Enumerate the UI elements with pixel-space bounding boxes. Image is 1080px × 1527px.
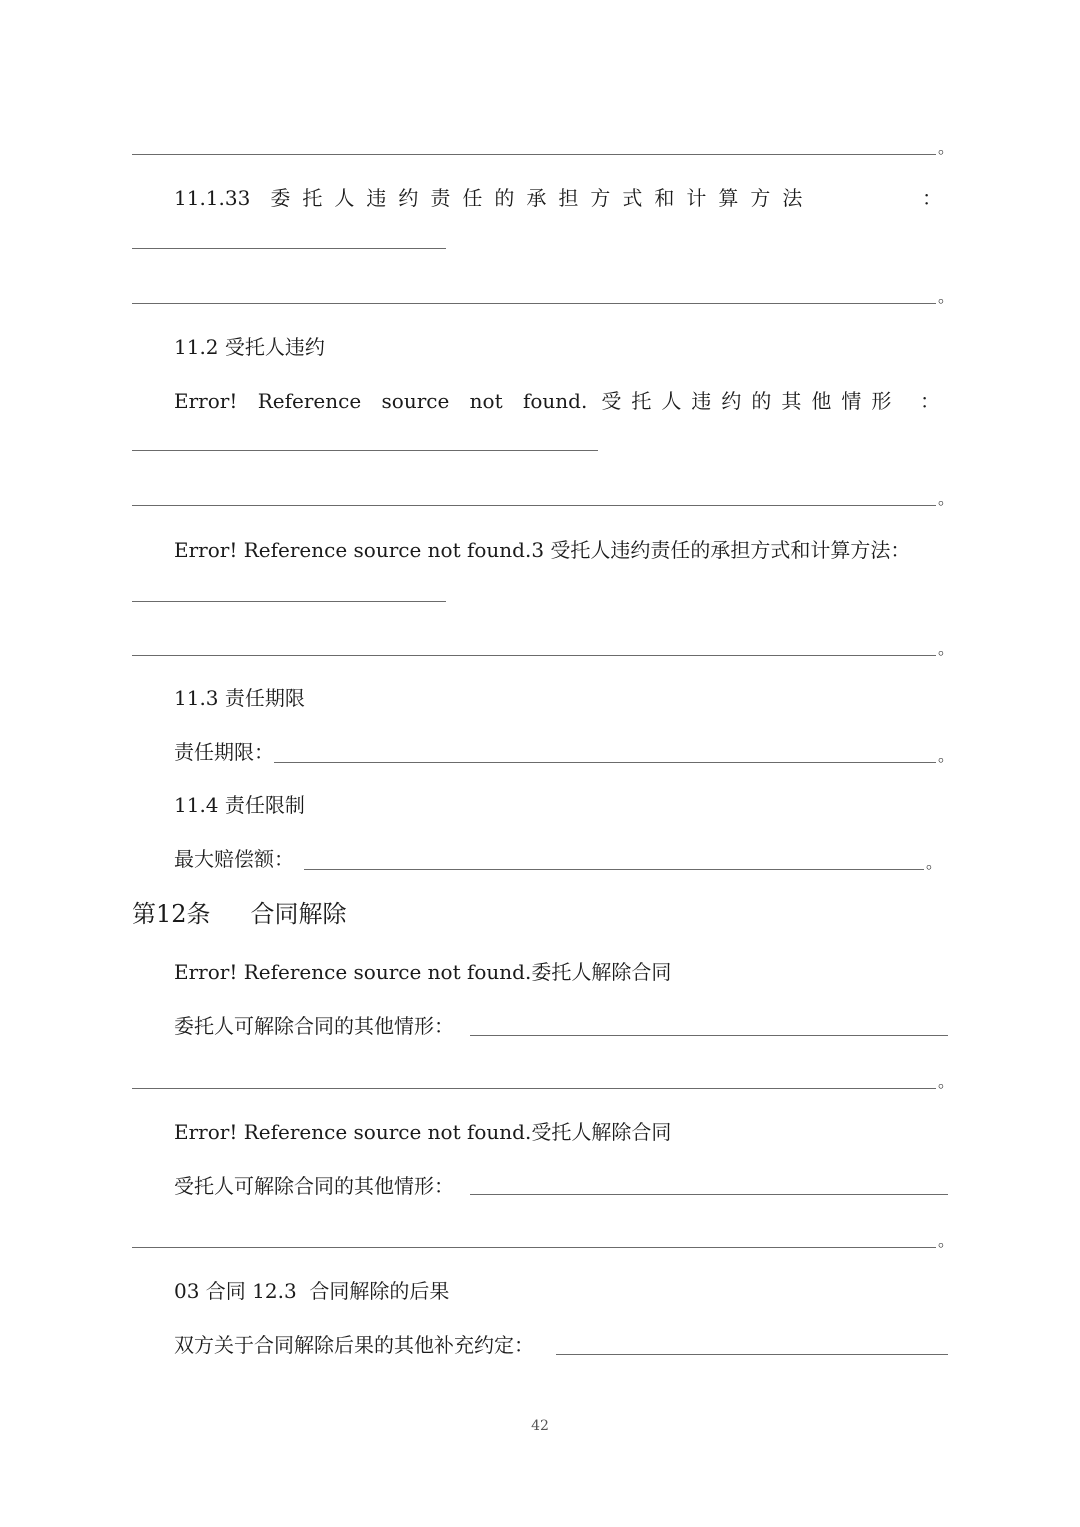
section-heading-11-3: 11.3 责任期限 [174,686,305,710]
error-reference: Error! Reference source not found. [174,389,588,413]
field-label: 双方关于合同解除后果的其他补充约定： [174,1333,534,1357]
period: 。 [938,1072,955,1091]
clause-number: 11.1.33 [174,186,251,210]
clause-12-2-heading: Error! Reference source not found.受托人解除合同 [174,1120,672,1144]
page-number: 42 [531,1418,549,1434]
fill-line[interactable] [132,303,936,304]
fill-line[interactable] [274,762,936,763]
fill-line[interactable] [132,248,446,249]
period: 。 [938,489,955,508]
clause-11-2-3: Error! Reference source not found.3 受托人违约责任的承担方式和计算方法： [174,538,911,562]
section-heading-11-4: 11.4 责任限制 [174,793,305,817]
fill-line[interactable] [132,655,936,656]
clause-label: 委托人违约责任的承担方式和计算方法 [270,186,815,210]
period: 。 [938,746,955,765]
fill-line[interactable] [132,1088,936,1089]
colon: ： [922,186,942,210]
article-12-heading [132,899,347,929]
section-heading-11-2: 11.2 受托人违约 [174,335,325,359]
fill-line[interactable] [132,601,446,602]
fill-line[interactable] [304,869,924,870]
colon: ： [920,389,940,413]
article-number: 第12条 [132,900,211,928]
field-label: 最大赔偿额： [174,847,294,871]
fill-line[interactable] [132,1247,936,1248]
clause-12-1-heading: Error! Reference source not found.委托人解除合同 [174,960,672,984]
fill-line[interactable] [470,1194,948,1195]
period: 。 [938,639,955,658]
fill-line[interactable] [132,505,936,506]
clause-11-1-33 [174,186,942,210]
period: 。 [938,1231,955,1250]
clause-11-2-1 [174,389,940,413]
fill-line[interactable] [132,450,598,451]
fill-line[interactable] [556,1354,948,1355]
period: 。 [938,287,955,306]
field-label: 委托人可解除合同的其他情形： [174,1014,454,1038]
article-title: 合同解除 [250,900,347,928]
fill-line[interactable] [470,1035,948,1036]
period: 。 [938,138,955,157]
field-label: 责任期限： [174,740,274,764]
clause-label: 受托人违约的其他情形 [601,389,902,413]
field-label: 受托人可解除合同的其他情形： [174,1174,454,1198]
period: 。 [926,853,943,872]
fill-line[interactable] [132,154,936,155]
clause-12-3-heading: 03 合同 12.3 合同解除的后果 [174,1279,450,1303]
